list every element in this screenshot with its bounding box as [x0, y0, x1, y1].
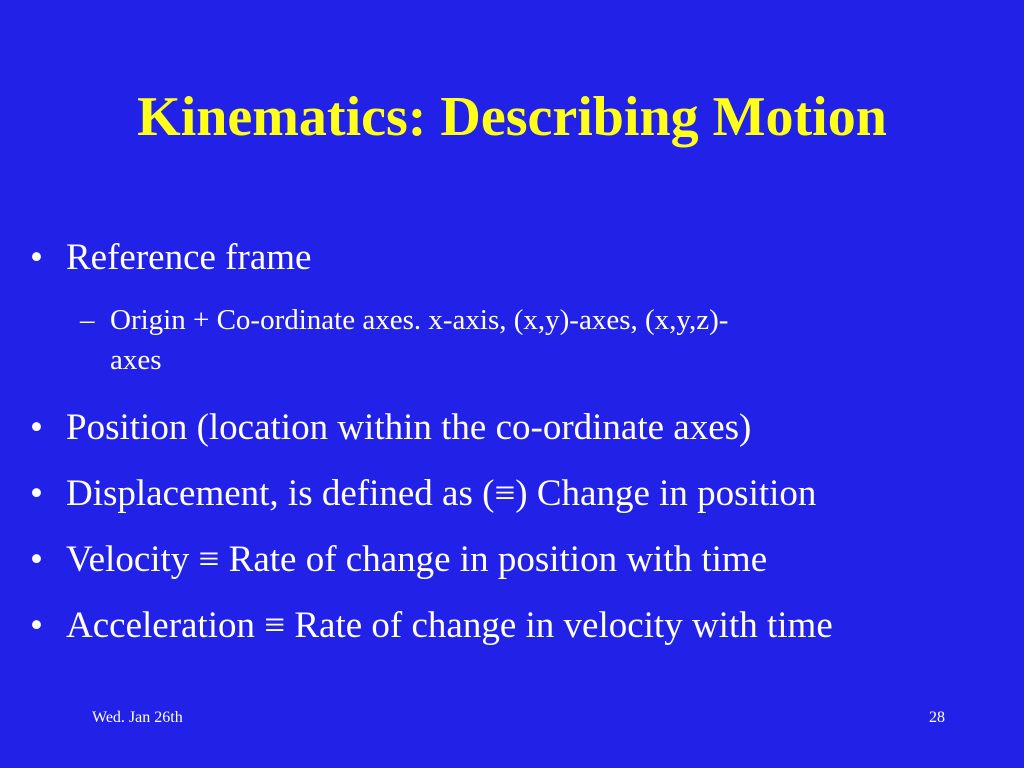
bullet-marker: • [30, 539, 43, 580]
bullet-reference-frame [30, 236, 311, 280]
sub-bullet-text-line2: axes [110, 344, 162, 376]
bullet-marker: • [30, 473, 43, 514]
bullet-displacement [30, 472, 816, 516]
bullet-position [30, 406, 751, 450]
sub-bullet-marker: – [80, 304, 95, 336]
bullet-text: Velocity ≡ Rate of change in position with time [66, 539, 768, 580]
bullet-acceleration [30, 604, 833, 648]
footer-page-number: 28 [929, 709, 945, 726]
bullet-velocity [30, 538, 767, 582]
bullet-marker: • [30, 605, 43, 646]
slide-title: Kinematics: Describing Motion [137, 86, 887, 148]
bullet-text: Position (location within the co-ordinate axes) [66, 407, 752, 448]
bullet-text: Displacement, is defined as (≡) Change in position [66, 473, 817, 514]
bullet-text: Acceleration ≡ Rate of change in velocity with time [66, 605, 833, 646]
sub-bullet-origin-axes [80, 300, 980, 380]
sub-bullet-text-line1: Origin + Co-ordinate axes. x-axis, (x,y)-axes, (x,y,z)- [110, 304, 729, 336]
bullet-text: Reference frame [66, 237, 312, 278]
bullet-marker: • [30, 237, 43, 278]
bullet-marker: • [30, 407, 43, 448]
footer-date: Wed. Jan 26th [92, 709, 183, 726]
